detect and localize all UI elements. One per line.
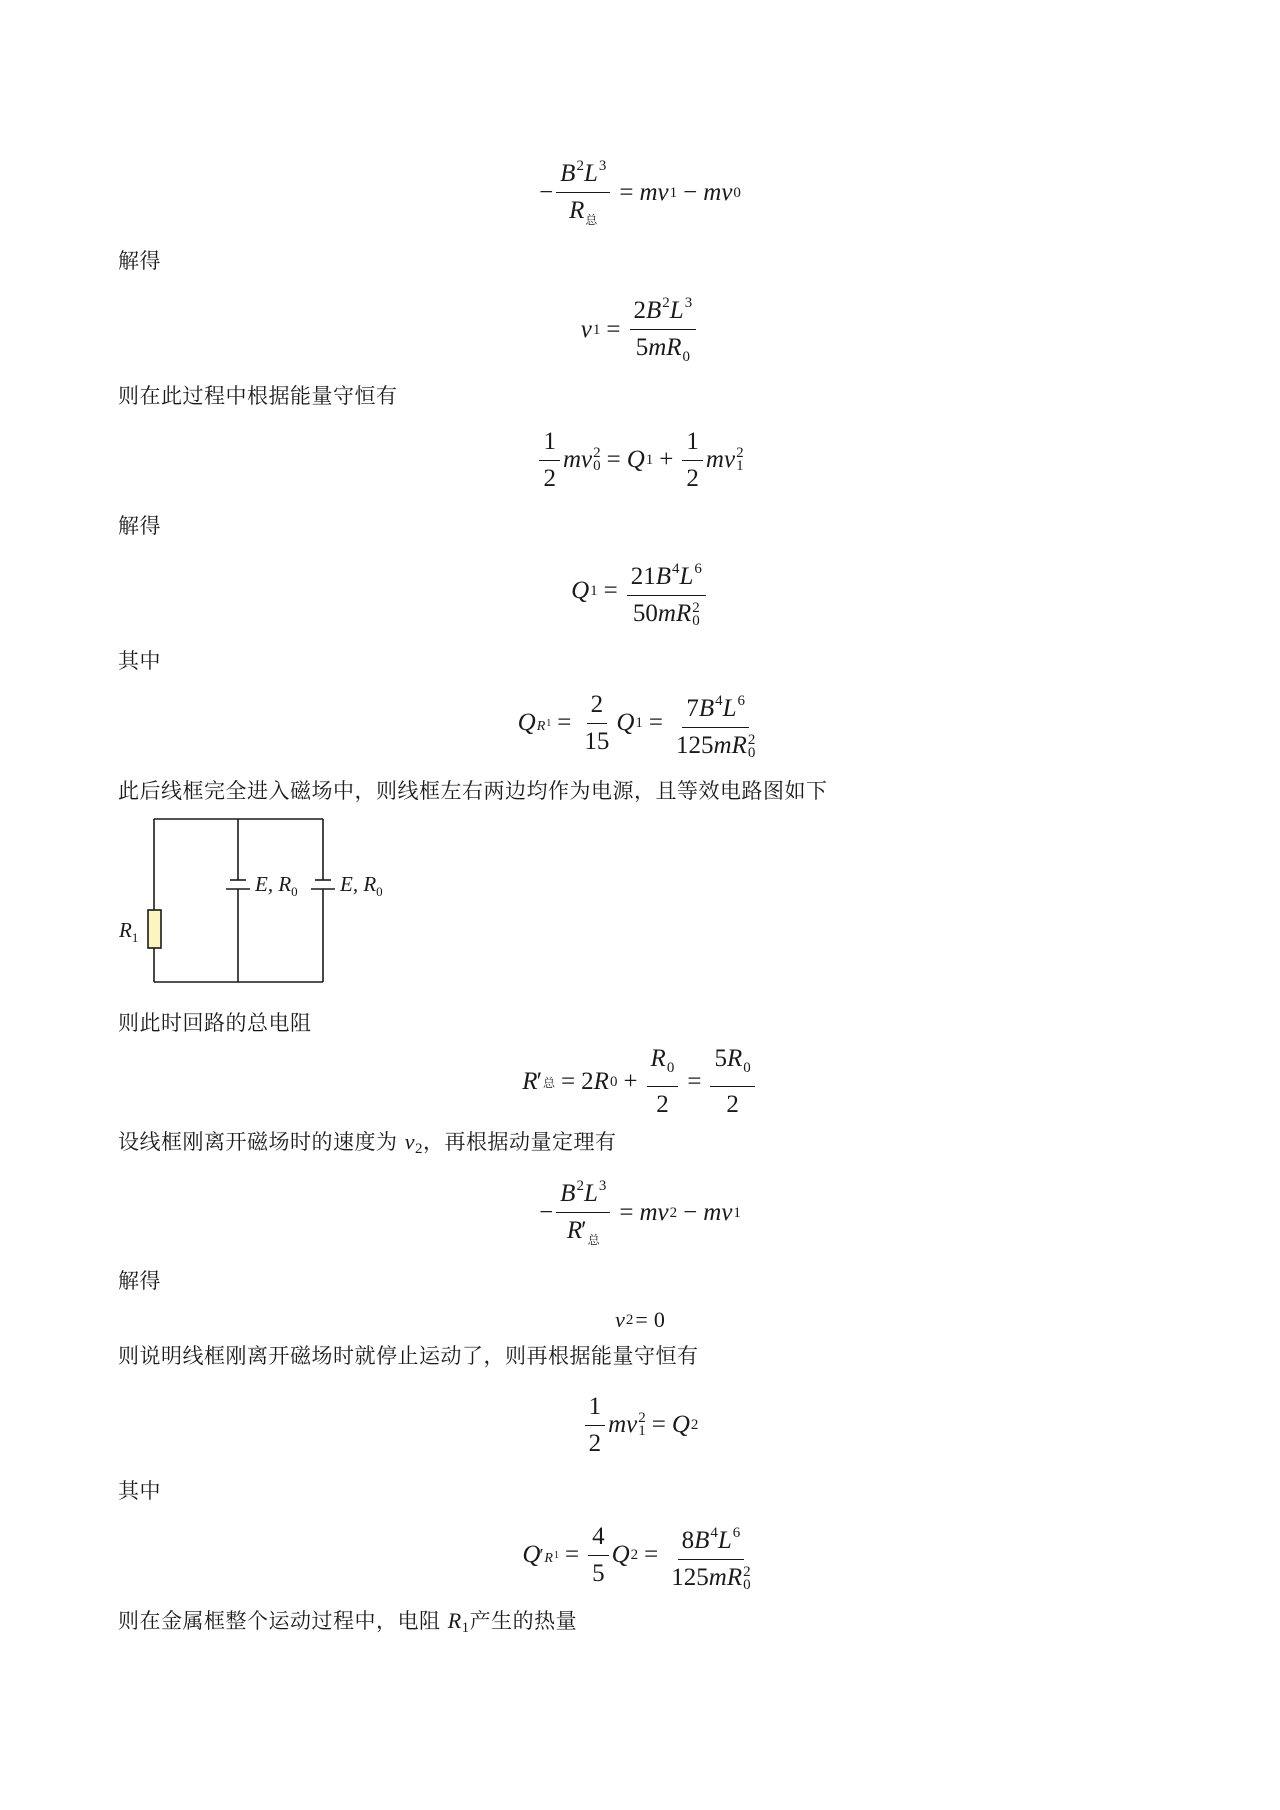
equals-sign: = (644, 1541, 659, 1568)
coefficient: 21 (630, 562, 656, 590)
minus-sign: − (683, 1199, 698, 1226)
fraction-half (585, 1391, 606, 1460)
coefficient: 50 (632, 599, 658, 627)
coefficient: 125 (676, 731, 714, 759)
value: 0 (653, 1307, 665, 1332)
var-v: v (657, 1199, 669, 1226)
exponent: 2 (747, 731, 756, 748)
exponent: 2 (692, 599, 700, 616)
paragraph-energy-conservation: 则在此过程中根据能量守恒有 (118, 384, 398, 408)
equals-sign: = (561, 1068, 576, 1095)
equation-v1 (0, 290, 1280, 370)
var-Q: Q (611, 1541, 630, 1568)
coefficient: 7 (686, 694, 699, 722)
subscript: 0 (692, 612, 700, 629)
fraction (556, 1170, 610, 1256)
subscript: 0 (733, 184, 741, 201)
fraction (588, 1521, 609, 1590)
paragraph-stop-conclusion: 则说明线框刚离开磁场时就停止运动了，则再根据能量守恒有 (118, 1344, 699, 1368)
var-R: R (726, 1563, 743, 1591)
subscript: 0 (743, 1576, 751, 1593)
subscript: 1 (592, 321, 601, 338)
exponent: 2 (743, 1563, 751, 1580)
var-R: R (726, 1045, 743, 1072)
resistor-label (119, 918, 138, 946)
minus-sign: − (683, 179, 698, 206)
var-B: B (698, 694, 715, 722)
denominator: 2 (656, 1091, 669, 1118)
subscript: 1 (669, 184, 678, 201)
paragraph-solve: 解得 (118, 1269, 161, 1293)
subscript: 2 (630, 1546, 639, 1563)
var-v: v (404, 1129, 415, 1154)
exponent: 4 (710, 1524, 718, 1541)
equals-sign: = (557, 709, 572, 736)
var-B: B (694, 1526, 710, 1554)
subscript: 0 (376, 884, 383, 899)
equals-sign: = (619, 1199, 634, 1226)
var-L: L (679, 562, 694, 590)
var-v: v (626, 1411, 638, 1438)
paragraph-circuit-intro: 此后线框完全进入磁场中，则线框左右两边均作为电源，且等效电路图如下 (118, 779, 828, 803)
equals-sign: = (619, 179, 634, 206)
var-R: R (675, 599, 692, 627)
var-R: R (593, 1068, 609, 1095)
paragraph-where: 其中 (118, 649, 161, 673)
numerator: 1 (682, 426, 703, 461)
equivalent-circuit-diagram (110, 810, 410, 1000)
label-R: R (119, 918, 132, 942)
var-v: v (721, 1199, 733, 1226)
subscript: 1 (736, 458, 744, 474)
var-R: R (666, 334, 682, 361)
var-R: R (569, 197, 585, 224)
var-B: B (646, 297, 662, 324)
label-E-R: E, R (255, 872, 292, 896)
denominator: 2 (588, 1429, 602, 1457)
var-L: L (717, 1526, 732, 1554)
var-R: R (566, 1217, 583, 1244)
equals-sign: = (651, 1411, 666, 1438)
var-m: m (648, 334, 667, 361)
exponent: 2 (593, 445, 601, 461)
subscript: 2 (625, 1311, 634, 1328)
var-v: v (657, 179, 669, 206)
var-m: m (703, 179, 722, 206)
battery-icon-2 (311, 880, 335, 889)
exponent: 6 (737, 692, 746, 709)
plus-sign: + (659, 446, 674, 473)
minus-sign: − (539, 179, 554, 206)
var-Q: Q (626, 446, 645, 473)
var-m: m (562, 446, 581, 473)
prime-mark: ′ (539, 1544, 544, 1565)
subscript: 0 (609, 1073, 618, 1090)
subscript: 2 (669, 1204, 678, 1221)
var-Q: Q (571, 577, 590, 604)
subscript: 1 (131, 930, 139, 945)
var-B: B (560, 160, 576, 187)
coefficient: 8 (681, 1526, 695, 1554)
resistor-icon (148, 910, 161, 948)
fraction (647, 1043, 679, 1121)
var-m: m (657, 599, 676, 627)
var-m: m (708, 1563, 727, 1591)
var-v: v (580, 316, 592, 343)
fraction (672, 685, 759, 762)
exponent: 2 (736, 445, 744, 461)
text: ，再根据动量定理有 (422, 1130, 617, 1154)
exponent: 3 (598, 1178, 607, 1194)
var-Q: Q (671, 1411, 690, 1438)
equation-total-resistance (0, 1044, 1280, 1120)
denominator: 2 (543, 464, 556, 492)
var-m: m (713, 731, 732, 759)
equation-QR1 (0, 684, 1280, 762)
subscript: 1 (635, 714, 643, 731)
subscript-R: R (536, 719, 546, 734)
fraction (580, 689, 613, 758)
fraction-half (539, 426, 560, 495)
equation-energy (0, 422, 1280, 498)
equals-sign: = (564, 1541, 580, 1568)
exponent: 4 (672, 560, 680, 577)
paragraph-solve: 解得 (118, 249, 161, 273)
var-R: R (447, 1608, 462, 1633)
equation-Q1 (0, 552, 1280, 630)
fraction (630, 287, 697, 373)
coefficient: 2 (633, 297, 647, 324)
exponent: 6 (694, 560, 702, 577)
exponent: 4 (715, 692, 723, 709)
fraction-half (682, 426, 703, 495)
exponent: 2 (662, 295, 670, 311)
subscript: 1 (546, 718, 552, 729)
denominator: 15 (584, 727, 610, 755)
paragraph-momentum-theorem (118, 1129, 616, 1162)
numerator: 4 (588, 1521, 609, 1556)
subscript: 0 (666, 1060, 675, 1076)
circuit-wires (110, 810, 410, 1000)
subscript: 1 (645, 451, 654, 468)
minus-sign: − (539, 1199, 554, 1226)
subscript: 1 (638, 1423, 646, 1439)
equation-momentum-entry (0, 150, 1280, 236)
coefficient: 125 (671, 1563, 709, 1591)
numerator: 2 (587, 689, 608, 724)
var-m: m (608, 1411, 627, 1438)
subscript: 1 (590, 582, 598, 599)
var-v: v (581, 446, 593, 473)
var-m: m (705, 446, 724, 473)
equation-QR1-prime (0, 1516, 1280, 1594)
paragraph-total-resistance: 则此时回路的总电阻 (118, 1011, 312, 1035)
equation-momentum-exit (0, 1170, 1280, 1256)
exponent: 3 (598, 158, 607, 174)
text: 设线框刚离开磁场时的速度为 (118, 1130, 405, 1154)
subscript: 1 (461, 1620, 470, 1636)
exponent: 2 (638, 1410, 646, 1426)
equals-sign: = (606, 316, 621, 343)
fraction (556, 150, 610, 236)
subscript: 2 (690, 1416, 699, 1433)
denominator: 5 (592, 1559, 605, 1587)
equals-sign: = (648, 709, 664, 736)
subscript: 0 (593, 458, 601, 474)
source-1-label (255, 872, 298, 900)
paragraph-heat-R1 (118, 1608, 577, 1641)
subscript: 0 (743, 1060, 751, 1076)
subscript-total: 总 (585, 213, 598, 227)
equation-v2 (0, 1305, 1280, 1335)
var-Q: Q (616, 709, 635, 736)
coefficient: 2 (581, 1068, 594, 1095)
paragraph-where: 其中 (118, 1479, 161, 1503)
text: 产生的热量 (469, 1609, 578, 1633)
exponent: 2 (576, 158, 584, 174)
var-L: L (583, 160, 598, 187)
subscript: 0 (682, 349, 691, 365)
coefficient: 5 (635, 334, 649, 361)
subscript: 1 (553, 1550, 559, 1561)
var-L: L (669, 297, 684, 324)
var-R: R (522, 1068, 538, 1095)
text: 则在金属框整个运动过程中，电阻 (118, 1609, 448, 1633)
fraction (667, 1517, 754, 1594)
subscript: 2 (414, 1141, 423, 1157)
var-v: v (615, 1307, 625, 1332)
subscript-R: R (544, 1551, 553, 1566)
var-B: B (655, 562, 672, 590)
paragraph-solve: 解得 (118, 514, 161, 538)
var-m: m (639, 179, 658, 206)
equals-sign: = (635, 1307, 648, 1332)
equals-sign: = (606, 446, 621, 473)
var-m: m (639, 1199, 658, 1226)
equals-sign: = (687, 1068, 702, 1095)
exponent: 6 (732, 1524, 741, 1541)
var-m: m (703, 1199, 722, 1226)
fraction (627, 553, 706, 630)
var-R: R (731, 731, 747, 759)
equals-sign: = (603, 577, 618, 604)
subscript-total: 总 (587, 1233, 600, 1247)
var-v: v (721, 179, 733, 206)
numerator: 1 (585, 1391, 606, 1426)
label-E-R: E, R (340, 872, 377, 896)
var-L: L (583, 1180, 598, 1207)
coefficient: 5 (714, 1045, 727, 1072)
var-L: L (722, 694, 737, 722)
denominator: 2 (686, 464, 699, 492)
battery-icon-1 (226, 880, 250, 889)
numerator: 1 (539, 426, 560, 461)
plus-sign: + (623, 1068, 638, 1095)
var-Q: Q (522, 1541, 541, 1568)
subscript: 0 (291, 884, 298, 899)
denominator: 2 (726, 1091, 739, 1118)
subscript-total: 总 (543, 1075, 556, 1090)
fraction (710, 1043, 754, 1121)
exponent: 3 (684, 295, 693, 311)
var-B: B (560, 1180, 576, 1207)
var-v: v (723, 446, 736, 473)
prime-mark: ′ (581, 1217, 587, 1244)
var-R: R (650, 1045, 666, 1072)
exponent: 2 (576, 1178, 584, 1194)
equation-Q2 (0, 1390, 1280, 1460)
var-Q: Q (517, 709, 536, 736)
subscript: 0 (747, 744, 756, 761)
source-2-label (340, 872, 383, 900)
subscript: 1 (733, 1204, 741, 1221)
prime-mark: ′ (536, 1068, 543, 1095)
